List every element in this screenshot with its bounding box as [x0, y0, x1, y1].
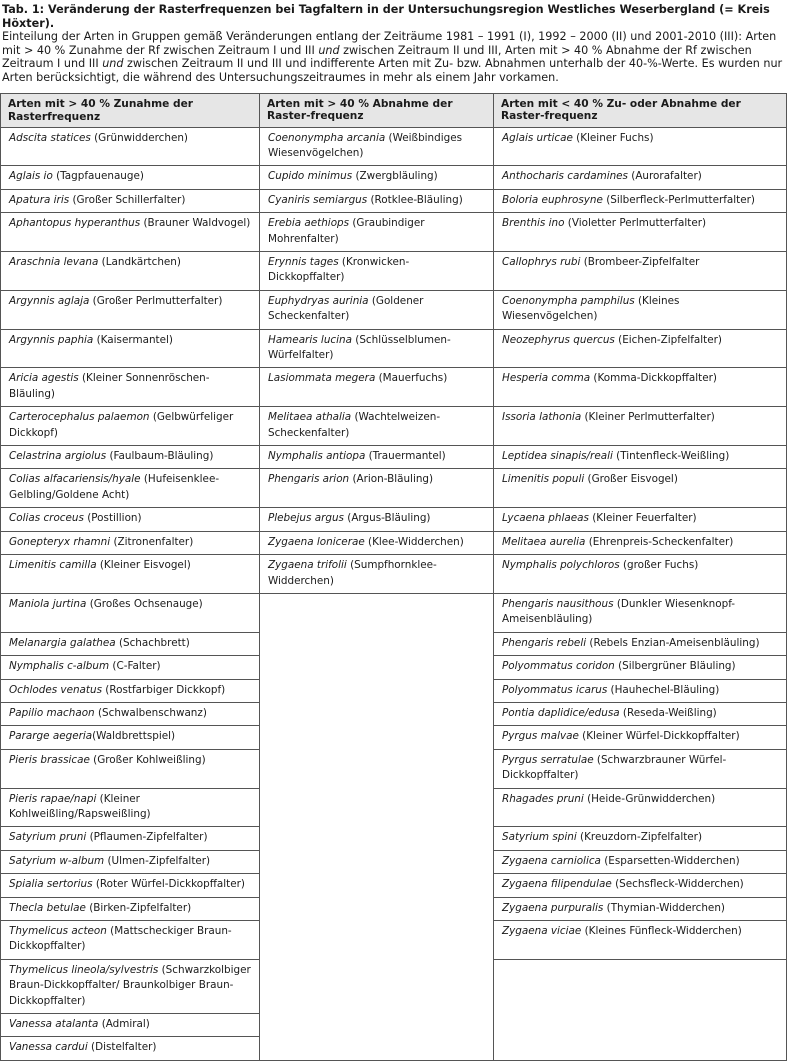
species-scientific-name: Polyommatus coridon: [502, 660, 615, 673]
species-common-name: (Sechsfleck-Widderchen): [611, 878, 744, 891]
species-scientific-name: Brenthis ino: [502, 217, 565, 230]
species-common-name: (Faulbaum-Bläuling): [106, 450, 214, 463]
species-scientific-name: Thecla betulae: [9, 901, 86, 914]
species-common-name: (Zwergbläuling): [352, 170, 438, 183]
cell-indifferent: [494, 407, 787, 446]
species-common-name: (Eichen-Zipfelfalter): [614, 333, 722, 346]
species-scientific-name: Thymelicus lineola/sylvestris: [9, 963, 159, 976]
species-scientific-name: Satyrium pruni: [9, 831, 87, 844]
species-scientific-name: Rhagades pruni: [502, 792, 584, 805]
species-common-name: (Großer Eisvogel): [584, 473, 678, 486]
species-common-name: (Reseda-Weißling): [619, 706, 717, 719]
cell-increase: [1, 446, 260, 469]
species-scientific-name: Colias croceus: [9, 512, 84, 525]
species-common-name: (Klee-Widderchen): [364, 535, 464, 548]
cell-indifferent: [494, 749, 787, 788]
species-common-name: (Silberfleck-Perlmutterfalter): [602, 193, 755, 206]
species-common-name: (Arion-Bläuling): [349, 473, 434, 486]
cell-decrease: [260, 189, 494, 212]
cell-indifferent: [494, 127, 787, 166]
species-scientific-name: Cyaniris semiargus: [268, 193, 368, 206]
species-common-name: (Schwalbenschwanz): [94, 706, 207, 719]
table-row: [1, 555, 787, 594]
species-common-name: (Rebels Enzian-Ameisenbläuling): [586, 636, 760, 649]
species-common-name: (Landkärtchen): [98, 256, 181, 268]
header-decrease: Arten mit > 40 % Abnahme der Raster-frequenz: [260, 93, 494, 127]
species-scientific-name: Aphantopus hyperanthus: [9, 217, 141, 230]
species-common-name: (Großer Kohlweißling): [89, 753, 206, 766]
cell-indifferent: [494, 329, 787, 368]
species-scientific-name: Maniola jurtina: [9, 597, 87, 610]
species-common-name: (Tagpfauenauge): [52, 170, 144, 183]
species-common-name: (Kleiner Fuchs): [572, 131, 654, 144]
species-common-name: (Schachbrett): [115, 636, 190, 649]
species-common-name: (Kreuzdorn-Zipfelfalter): [576, 831, 702, 844]
species-scientific-name: Phengaris arion: [268, 473, 350, 486]
species-common-name: (Komma-Dickkopffalter): [590, 372, 717, 385]
species-scientific-name: Hamearis lucina: [268, 333, 352, 346]
cell-increase: [1, 1037, 260, 1060]
species-scientific-name: Zygaena purpuralis: [502, 901, 604, 914]
species-scientific-name: Pararge aegeria: [9, 730, 93, 743]
cell-indifferent: [494, 508, 787, 531]
cell-decrease: [260, 508, 494, 531]
species-scientific-name: Euphydryas aurinia: [268, 294, 369, 307]
cell-indifferent: [494, 555, 787, 594]
caption-text-3: zwischen Zeitraum II und III und indifferente Arten mit Zu- bzw. Abnahmen unterhalb der 40-%-Werte. Es wurden nur Arten berücksichtigt, die während des Untersuchungszeitraumes in mehr als einem Jahr vorkamen.: [2, 57, 783, 84]
species-scientific-name: Lasiommata megera: [268, 372, 376, 385]
species-scientific-name: Satyrium spini: [502, 831, 577, 844]
cell-increase: [1, 555, 260, 594]
species-common-name: (Grünwidderchen): [90, 131, 188, 144]
cell-decrease: [260, 290, 494, 329]
species-scientific-name: Gonepteryx rhamni: [9, 535, 111, 548]
species-common-name: (Kleines Fünfleck-Widderchen): [581, 925, 742, 937]
species-common-name: (Großer Perlmutterfalter): [89, 294, 223, 307]
species-scientific-name: Phengaris nausithous: [502, 597, 614, 610]
cell-increase: [1, 788, 260, 827]
cell-increase: [1, 632, 260, 655]
species-common-name: (Pflaumen-Zipfelfalter): [86, 831, 208, 844]
cell-increase: [1, 921, 260, 960]
cell-indifferent: [494, 531, 787, 554]
species-common-name: (Gelbwürfeliger Dickkopf): [9, 411, 234, 439]
cell-indifferent: [494, 446, 787, 469]
cell-increase: [1, 531, 260, 554]
caption-text-1: Einteilung der Arten in Gruppen gemäß Veränderungen entlang der Zeiträume 1981 – 1991 (I), 1992 – 2000 (II) und 2001-2010 (III): Arten mit > 40 % Zunahme der Rf zwischen Zeitraum I und III: [2, 30, 777, 57]
species-scientific-name: Apatura iris: [9, 193, 70, 206]
species-scientific-name: Neozephyrus quercus: [502, 333, 615, 346]
cell-decrease: [260, 127, 494, 166]
species-scientific-name: Phengaris rebeli: [502, 636, 587, 649]
caption-title: Tab. 1: Veränderung der Rasterfrequenzen bei Tagfaltern in der Untersuchungsregion Westliches Weserbergland (= Kreis Höxter).: [2, 3, 770, 30]
cell-decrease: [260, 252, 494, 291]
species-common-name: (Kleiner Würfel-Dickkopffalter): [578, 730, 740, 743]
butterfly-table: [0, 93, 787, 1061]
cell-decrease: [260, 213, 494, 252]
table-row: [1, 166, 787, 189]
species-common-name: (Kleines Wiesenvögelchen): [502, 294, 680, 323]
species-common-name: (Ehrenpreis-Scheckenfalter): [585, 535, 734, 548]
header-row: [1, 93, 787, 127]
cell-increase: [1, 726, 260, 749]
species-scientific-name: Aglais io: [9, 170, 53, 183]
species-scientific-name: Pyrgus serratulae: [502, 753, 594, 766]
species-scientific-name: Zygaena trifolii: [268, 559, 347, 572]
species-common-name: (Schwarzkolbiger Braun-Dickkopffalter/ Braunkolbiger Braun-Dickkopffalter): [9, 963, 251, 1007]
species-scientific-name: Lycaena phlaeas: [502, 512, 589, 525]
cell-indifferent: [494, 874, 787, 897]
cell-increase: [1, 213, 260, 252]
species-scientific-name: Thymelicus acteon: [9, 925, 107, 937]
table-row: [1, 290, 787, 329]
caption-text-2: zwischen Zeitraum II und III, Arten mit > 40 % Abnahme der Rf zwischen Zeitraum I und III: [2, 43, 752, 71]
cell-increase: [1, 656, 260, 679]
species-scientific-name: Coenonympha arcania: [268, 131, 386, 144]
species-scientific-name: Cupido minimus: [268, 170, 353, 183]
cell-indifferent: [494, 469, 787, 508]
species-scientific-name: Erynnis tages: [268, 256, 339, 268]
species-common-name: (Mattscheckiger Braun-Dickkopffalter): [9, 925, 232, 953]
species-common-name: (Tintenfleck-Weißling): [612, 450, 730, 463]
species-scientific-name: Aglais urticae: [502, 131, 573, 144]
cell-indifferent: [494, 827, 787, 850]
species-scientific-name: Colias alfacariensis/hyale: [9, 473, 141, 486]
cell-indifferent: [494, 850, 787, 873]
species-common-name: (Kleiner Feuerfalter): [588, 512, 697, 525]
species-common-name: (Sumpfhornklee-Widderchen): [268, 559, 437, 587]
species-scientific-name: Leptidea sinapis/reali: [502, 450, 613, 463]
species-scientific-name: Carterocephalus palaemon: [9, 411, 150, 424]
cell-decrease: [260, 555, 494, 594]
cell-increase: [1, 593, 260, 632]
cell-increase: [1, 959, 260, 1013]
species-common-name: (Roter Würfel-Dickkopffalter): [92, 878, 245, 891]
table-row: [1, 189, 787, 212]
species-scientific-name: Melitaea aurelia: [502, 535, 586, 548]
species-common-name: (Aurorafalter): [627, 170, 702, 183]
table-row: [1, 531, 787, 554]
table-row: [1, 252, 787, 291]
cell-indifferent: [494, 252, 787, 291]
cell-increase: [1, 702, 260, 725]
species-scientific-name: Limenitis populi: [502, 473, 585, 486]
species-scientific-name: Papilio machaon: [9, 706, 95, 719]
species-common-name: (Thymian-Widderchen): [603, 901, 725, 914]
cell-increase: [1, 1014, 260, 1037]
species-scientific-name: Boloria euphrosyne: [502, 193, 603, 206]
species-common-name: (Admiral): [98, 1018, 150, 1031]
table-row: [1, 213, 787, 252]
cell-increase: [1, 189, 260, 212]
species-scientific-name: Hesperia comma: [502, 372, 591, 385]
cell-increase: [1, 290, 260, 329]
species-scientific-name: Erebia aethiops: [268, 217, 350, 230]
species-scientific-name: Nymphalis antiopa: [268, 450, 366, 463]
cell-decrease: [260, 407, 494, 446]
cell-indifferent: [494, 368, 787, 407]
cell-increase: [1, 469, 260, 508]
cell-increase: [1, 850, 260, 873]
species-common-name: (Distelfalter): [87, 1041, 157, 1054]
species-scientific-name: Plebejus argus: [268, 512, 344, 525]
cell-indifferent: [494, 679, 787, 702]
header-indifferent: Arten mit < 40 % Zu- oder Abnahme der Raster-frequenz: [494, 93, 787, 127]
table-row: [1, 508, 787, 531]
species-scientific-name: Adscita statices: [9, 131, 91, 144]
cell-decrease: [260, 446, 494, 469]
species-common-name: (Kaisermantel): [93, 333, 173, 346]
species-scientific-name: Pontia daplidice/edusa: [502, 706, 620, 719]
empty-cell-decrease: [260, 593, 494, 1060]
species-common-name: (Silbergrüner Bläuling): [614, 660, 736, 673]
table-row: [1, 407, 787, 446]
table-row: [1, 127, 787, 166]
cell-indifferent: [494, 213, 787, 252]
species-common-name: (Brombeer-Zipfelfalter: [580, 256, 700, 268]
species-scientific-name: Celastrina argiolus: [9, 450, 107, 463]
cell-increase: [1, 508, 260, 531]
cell-increase: [1, 166, 260, 189]
species-scientific-name: Spialia sertorius: [9, 878, 93, 891]
species-common-name: (Trauermantel): [365, 450, 446, 463]
cell-decrease: [260, 531, 494, 554]
species-common-name: (Brauner Waldvogel): [140, 217, 251, 230]
species-scientific-name: Pieris brassicae: [9, 753, 90, 766]
cell-increase: [1, 127, 260, 166]
species-common-name: (Weißbindiges Wiesenvögelchen): [268, 131, 463, 159]
cell-increase: [1, 368, 260, 407]
species-scientific-name: Argynnis aglaja: [9, 294, 90, 307]
cell-increase: [1, 874, 260, 897]
cell-indifferent: [494, 593, 787, 632]
species-scientific-name: Ochlodes venatus: [9, 683, 102, 696]
species-common-name: (Hufeisenklee-Gelbling/Goldene Acht): [9, 473, 220, 501]
cell-indifferent: [494, 788, 787, 827]
species-scientific-name: Pieris rapae/napi: [9, 792, 97, 805]
species-common-name: (Heide-Grünwidderchen): [583, 792, 716, 805]
cell-indifferent: [494, 656, 787, 679]
cell-increase: [1, 897, 260, 920]
species-scientific-name: Limenitis camilla: [9, 559, 97, 572]
species-scientific-name: Coenonympha pamphilus: [502, 294, 635, 307]
table-row: [1, 368, 787, 407]
species-common-name: (Schlüsselblumen-Würfelfalter): [268, 333, 451, 362]
table-caption: [0, 0, 787, 85]
species-scientific-name: Zygaena lonicerae: [268, 535, 365, 548]
species-scientific-name: Callophrys rubi: [502, 256, 581, 268]
cell-indifferent: [494, 290, 787, 329]
species-scientific-name: Melanargia galathea: [9, 636, 116, 649]
cell-increase: [1, 827, 260, 850]
species-common-name: (Kleiner Eisvogel): [96, 559, 191, 572]
cell-increase: [1, 252, 260, 291]
species-common-name: (Dunkler Wiesenknopf-Ameisenbläuling): [502, 597, 736, 626]
species-scientific-name: Satyrium w-album: [9, 854, 105, 867]
cell-decrease: [260, 166, 494, 189]
species-common-name: (Rotklee-Bläuling): [367, 193, 463, 206]
cell-decrease: [260, 469, 494, 508]
species-common-name: (Hauhechel-Bläuling): [607, 683, 720, 696]
species-common-name: (Kronwicken-Dickkopffalter): [268, 256, 410, 284]
species-scientific-name: Aricia agestis: [9, 372, 79, 385]
cell-decrease: [260, 368, 494, 407]
species-common-name: (Esparsetten-Widderchen): [600, 854, 740, 867]
species-scientific-name: Issoria lathonia: [502, 411, 582, 424]
table-row: [1, 446, 787, 469]
cell-indifferent: [494, 632, 787, 655]
caption-und-1: und: [318, 43, 340, 57]
empty-cell-indifferent: [494, 959, 787, 1060]
cell-indifferent: [494, 702, 787, 725]
table-row: [1, 329, 787, 368]
cell-indifferent: [494, 189, 787, 212]
species-common-name: (Kleiner Sonnenröschen-Bläuling): [9, 372, 210, 400]
species-common-name: (Ulmen-Zipfelfalter): [104, 854, 211, 867]
species-common-name: (Birken-Zipfelfalter): [85, 901, 192, 914]
table-body: [1, 127, 787, 1060]
species-common-name: (Großer Schillerfalter): [69, 193, 186, 206]
species-common-name: (Großes Ochsenauge): [86, 597, 203, 610]
species-scientific-name: Zygaena viciae: [502, 925, 582, 937]
species-scientific-name: Zygaena filipendulae: [502, 878, 612, 891]
cell-indifferent: [494, 166, 787, 189]
species-common-name: (Zitronenfalter): [110, 535, 194, 548]
cell-indifferent: [494, 921, 787, 960]
species-common-name: (Kleiner Kohlweißling/Rapsweißling): [9, 792, 151, 820]
species-common-name: (Postillion): [83, 512, 142, 525]
species-scientific-name: Zygaena carniolica: [502, 854, 601, 867]
header-increase: Arten mit > 40 % Zunahme der Rasterfrequenz: [1, 93, 260, 127]
species-scientific-name: Argynnis paphia: [9, 333, 94, 346]
species-scientific-name: Melitaea athalia: [268, 411, 352, 424]
species-common-name: (Graubindiger Mohrenfalter): [268, 217, 425, 245]
species-scientific-name: Araschnia levana: [9, 256, 99, 268]
cell-indifferent: [494, 897, 787, 920]
species-scientific-name: Vanessa cardui: [9, 1041, 88, 1054]
species-scientific-name: Anthocharis cardamines: [502, 170, 628, 183]
species-common-name: (Goldener Scheckenfalter): [268, 294, 424, 323]
cell-increase: [1, 749, 260, 788]
species-common-name: (großer Fuchs): [619, 559, 699, 572]
table-row: [1, 469, 787, 508]
species-common-name: (Waldbrettspiel): [92, 730, 176, 743]
species-common-name: (C-Falter): [109, 660, 161, 673]
species-scientific-name: Pyrgus malvae: [502, 730, 579, 743]
cell-increase: [1, 329, 260, 368]
table-row: [1, 593, 787, 632]
species-common-name: (Schwarzbrauner Würfel-Dickkopffalter): [502, 753, 727, 782]
species-scientific-name: Polyommatus icarus: [502, 683, 608, 696]
species-scientific-name: Nymphalis c-album: [9, 660, 110, 673]
species-common-name: (Mauerfuchs): [375, 372, 448, 385]
species-common-name: (Kleiner Perlmutterfalter): [581, 411, 715, 424]
caption-und-2: und: [102, 57, 124, 71]
cell-increase: [1, 679, 260, 702]
species-scientific-name: Nymphalis polychloros: [502, 559, 620, 572]
species-common-name: (Violetter Perlmutterfalter): [564, 217, 707, 230]
species-scientific-name: Vanessa atalanta: [9, 1018, 99, 1031]
species-common-name: (Argus-Bläuling): [343, 512, 431, 525]
species-common-name: (Rostfarbiger Dickkopf): [102, 683, 226, 696]
cell-indifferent: [494, 726, 787, 749]
cell-decrease: [260, 329, 494, 368]
species-common-name: (Wachtelweizen-Scheckenfalter): [268, 411, 441, 439]
cell-increase: [1, 407, 260, 446]
